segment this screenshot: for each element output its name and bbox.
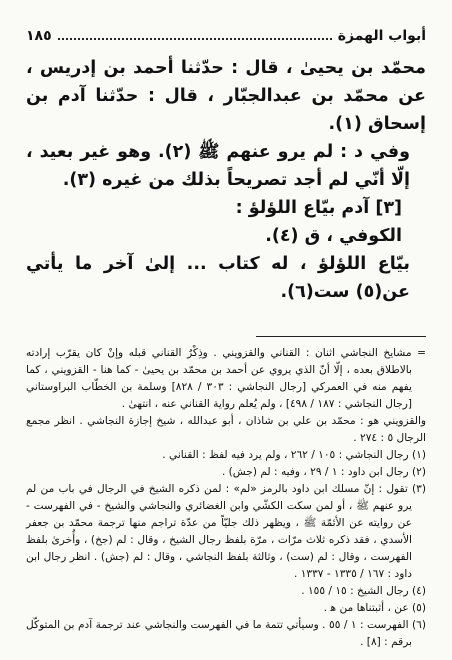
main-paragraph-4: بيّاع اللؤلؤ ، له كتاب ... إلىٰ آخر ما يأتي عن(٥) ست(٦). [26,254,410,302]
footnote-continuation: = مشايخ النجاشي اثنان : القناني والقزويني . وذِكْرُ القناني قبله وإنْ كان يقرّب إرادته بالاطلاق بعده ، إلّا أنّ الذي يروي عن أحمد بن محمّد بن يحيىٰ - كما هنا - القزويني ، كما يفهم منه في العمركي [رجال النجاشي : ٣٠٣ / ٨٢٨] وسلمة بن الخطّاب البراوستاني [رجال النجاشي : ١٨٧ / ٤٩٨] ، ولم يُعلم رواية القناني عنه ، انتهىٰ . [26,347,426,410]
footnote-1: (١) رجال النجاشي : ١٠٥ / ٢٦٢ ، ولم يرد فيه لفظ : القناني . [162,449,426,461]
footnote-3: (٣) تقول : إنّ مسلك ابن داود بالرمز «لم» : لمن ذكره الشيخ في الرجال في باب من لم يرو عنهم ﷺ ، أو لمن سكت الكشّي وابن الغضائري والنجاشي والشيخ - في الفهرست - عن روايته عن الأئمّة ﷺ ، ويظهر ذلك جليّاً من عدّة تراجم منها ترجمة محمّد بن جعفر الأسدي ، فقد ذكره ثلاث مرّات ، مرّة بلفظ رجال الشيخ ، وقال : لم (جخ) ، وأُخرىٰ بلفظ الفهرست ، وقال : لم (ست) ، وثالثة بلفظ النجاشي ، وقال : لم (جش) . انظر رجال ابن داود : ١٦٧ / ١٣٣٥ - ١٣٣٧ . [26,483,426,580]
footnotes [26,345,426,651]
footnote-5: (٥) عن ، أثبتناها من ﻫ . [323,602,426,614]
footnote-2: (٢) رجال ابن داود : ١ / ٢٩ ، وفيه : لم (جش) . [221,466,426,478]
footnote-continuation-note: والقزويني هو : محمّد بن علي بن شاذان ، أبو عبدالله ، شيخ إجازة النجاشي . انظر مجمع الرجال ٥ : ٢٧٤ . [26,415,426,444]
footnote-6: (٦) الفهرست : ١ / ٥٥ . وسيأتي تتمة ما في الفهرست والنجاشي عند ترجمة آدم بن المتوكّل برقم : [٨] . [26,619,427,648]
footnote-separator [256,336,426,337]
entry-heading: [٣] آدم بيّاع اللؤلؤ : [235,198,402,218]
section-title: أبواب الهمزة [337,28,426,44]
footnote-4: (٤) رجال الشيخ : ١٥ / ١٥٥ . [301,585,426,597]
running-header [26,28,426,44]
page-number: ١٨٥ [26,28,52,44]
header-dotted-leader [58,38,332,40]
main-text [26,54,426,306]
main-paragraph-1: محمّد بن يحيىٰ ، قال : حدّثنا أحمد بن إدريس ، عن محمّد بن عبدالجبّار ، قال : حدّثنا آدم بن إسحاق (١). [26,58,426,134]
main-paragraph-2: وفي د : لم يرو عنهم ﷺ (٢). وهو غير بعيد ، إلّا أنّي لم أجد تصريحاً بذلك من غيره (٣). [26,142,410,190]
main-paragraph-3: الكوفي ، ق (٤). [265,226,402,246]
